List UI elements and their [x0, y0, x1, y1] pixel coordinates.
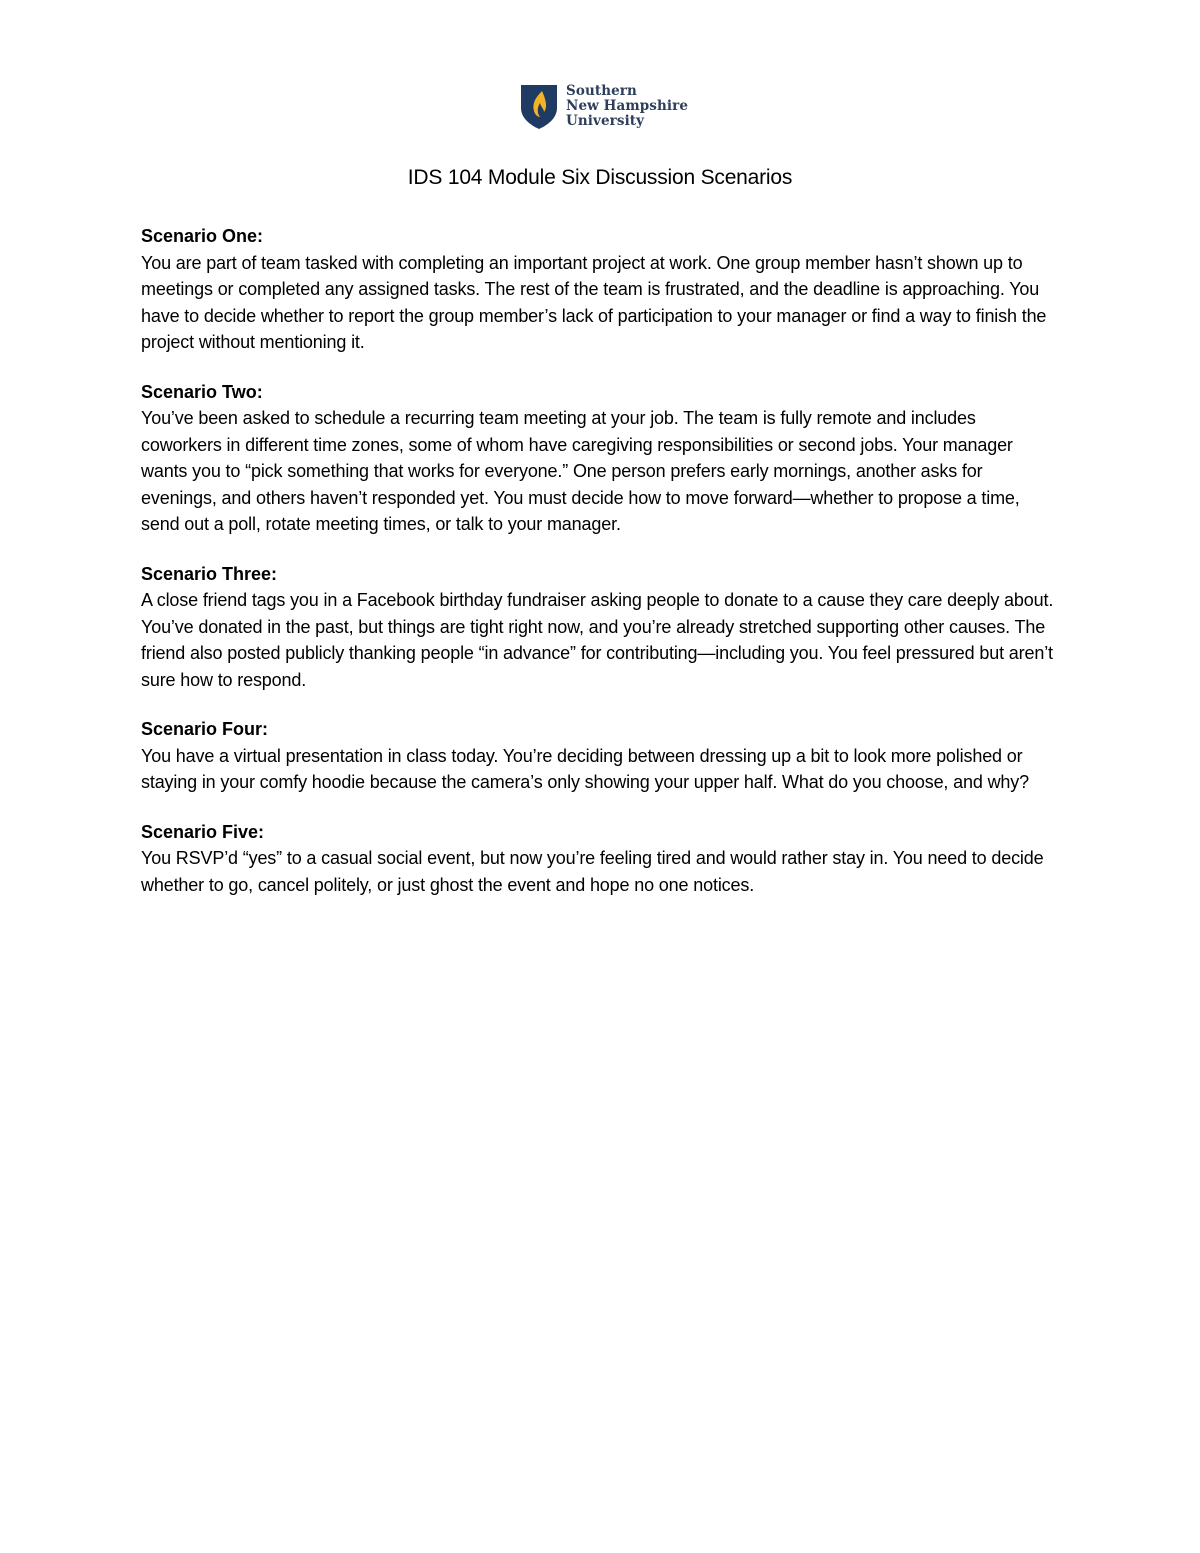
scenario-heading: Scenario Five:: [141, 821, 265, 842]
scenario-heading: Scenario Two:: [141, 381, 263, 402]
university-name-line-2: New Hampshire: [566, 98, 689, 114]
scenario-body: You have a virtual presentation in class today. You’re deciding between dressing up a bit to look more polished or staying in your comfy hoodie because the camera’s only showing your upper half. What do you choose, and why?: [141, 745, 1029, 792]
scenario-four: [141, 716, 1061, 796]
scenario-five: [141, 819, 1061, 899]
scenario-body: You are part of team tasked with completing an important project at work. One group member hasn’t shown up to meetings or completed any assigned tasks. The rest of the team is frustrated, and the deadline is approaching. You have to decide whether to report the group member’s lack of participation to your manager or find a way to finish the project without mentioning it.: [141, 252, 1047, 352]
university-name-line-1: Southern: [566, 83, 637, 99]
scenario-body: You’ve been asked to schedule a recurring team meeting at your job. The team is fully remote and includes coworkers in different time zones, some of whom have caregiving responsibilities or second jobs. Your manager wants you to “pick something that works for everyone.” One person prefers early mornings, another asks for evenings, and others haven’t responded yet. You must decide how to move forward—whether to propose a time, send out a poll, rotate meeting times, or talk to your manager.: [141, 408, 1020, 534]
scenario-one: [141, 223, 1061, 356]
university-logo: [520, 84, 688, 130]
scenario-heading: Scenario One:: [141, 226, 264, 246]
scenario-three: [141, 561, 1061, 694]
scenario-two: [141, 379, 1061, 538]
university-name: [566, 84, 688, 129]
university-name-line-3: University: [566, 113, 645, 129]
scenario-heading: Scenario Four:: [141, 719, 269, 739]
shield-flame-icon: [520, 84, 558, 130]
scenario-list: [141, 223, 1061, 921]
scenario-body: You RSVP’d “yes” to a casual social event, but now you’re feeling tired and would rather stay in. You need to decide whether to go, cancel politely, or just ghost the event and hope no one notices.: [141, 848, 1044, 895]
scenario-heading: Scenario Three:: [141, 563, 278, 584]
scenario-body: A close friend tags you in a Facebook birthday fundraiser asking people to donate to a cause they care deeply about. You’ve donated in the past, but things are tight right now, and you’re already stretched supporting other causes. The friend also posted publicly thanking people “in advance” for contributing—including you. You feel pressured but aren’t sure how to respond.: [141, 590, 1054, 690]
document-title: IDS 104 Module Six Discussion Scenarios: [407, 166, 793, 189]
